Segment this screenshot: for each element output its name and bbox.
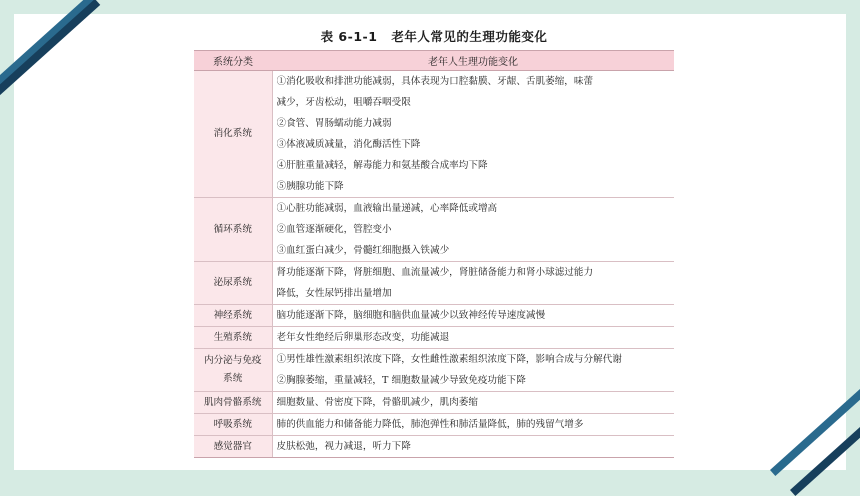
table-row — [194, 198, 674, 262]
change-line: 老年女性绝经后卵巢形态改变，功能减退 — [276, 332, 450, 343]
table-row — [194, 349, 674, 392]
change-line: 细胞数量、骨密度下降，骨骼肌减少，肌肉萎缩 — [276, 397, 478, 408]
system-category — [194, 349, 272, 392]
category-line: 内分泌与免疫 — [203, 355, 262, 366]
change-line: ①心脏功能减弱，血液输出量递减，心率降低或增高 — [276, 203, 498, 214]
change-line: ⑤胰腺功能下降 — [276, 181, 344, 192]
change-line: ④肝脏重量减轻，解毒能力和氨基酸合成率均下降 — [276, 160, 488, 171]
change-line: ①男性雄性激素组织浓度下降，女性雌性激素组织浓度下降，影响合成与分解代谢 — [276, 354, 622, 365]
table-row — [194, 392, 674, 414]
change-line: 皮肤松弛，视力减退，听力下降 — [276, 441, 411, 452]
change-description — [272, 414, 674, 436]
table-header-row — [194, 51, 674, 71]
system-category: 呼吸系统 — [194, 414, 272, 436]
header-changes: 老年人生理功能变化 — [272, 51, 674, 71]
table-row — [194, 71, 674, 198]
change-description — [272, 305, 674, 327]
change-line: 肾功能逐渐下降，肾脏细胞、血流量减少，肾脏储备能力和肾小球滤过能力 — [276, 267, 594, 278]
change-description — [272, 327, 674, 349]
category-line: 系统 — [223, 373, 243, 384]
table-row — [194, 305, 674, 327]
table-row — [194, 327, 674, 349]
change-description — [272, 198, 674, 262]
table-row — [194, 436, 674, 458]
change-line: ②胸腺萎缩，重量减轻，T 细胞数量减少导致免疫功能下降 — [276, 375, 526, 386]
system-category: 肌肉骨骼系统 — [194, 392, 272, 414]
system-category: 感觉器官 — [194, 436, 272, 458]
table-caption — [194, 27, 674, 45]
header-category: 系统分类 — [194, 51, 272, 71]
system-category: 消化系统 — [194, 71, 272, 198]
system-category: 循环系统 — [194, 198, 272, 262]
change-line: ②血管逐渐硬化，管腔变小 — [276, 224, 392, 235]
system-category: 神经系统 — [194, 305, 272, 327]
change-line: ①消化吸收和排泄功能减弱，具体表现为口腔黏膜、牙龈、舌肌萎缩，味蕾 — [276, 76, 594, 87]
change-description — [272, 436, 674, 458]
change-description — [272, 392, 674, 414]
physiology-table — [194, 50, 674, 458]
change-line: 肺的供血能力和储备能力降低，肺泡弹性和肺活量降低，肺的残留气增多 — [276, 419, 584, 430]
change-line: 降低，女性尿钙排出量增加 — [276, 288, 392, 299]
change-description — [272, 262, 674, 305]
change-line: ③血红蛋白减少，骨髓红细胞摄入铁减少 — [276, 245, 450, 256]
table-title: 老年人常见的生理功能变化 — [391, 29, 548, 44]
change-line: ②食管、胃肠蠕动能力减弱 — [276, 118, 392, 129]
system-category: 泌尿系统 — [194, 262, 272, 305]
system-category: 生殖系统 — [194, 327, 272, 349]
change-description — [272, 349, 674, 392]
table-number: 表 6-1-1 — [320, 29, 378, 44]
table-row — [194, 414, 674, 436]
change-line: 减少，牙齿松动，咀嚼吞咽受限 — [276, 97, 411, 108]
table-row — [194, 262, 674, 305]
change-line: 脑功能逐渐下降，脑细胞和脑供血量减少以致神经传导速度减慢 — [276, 310, 546, 321]
change-line: ③体液减质减量，消化酶活性下降 — [276, 139, 421, 150]
change-description — [272, 71, 674, 198]
